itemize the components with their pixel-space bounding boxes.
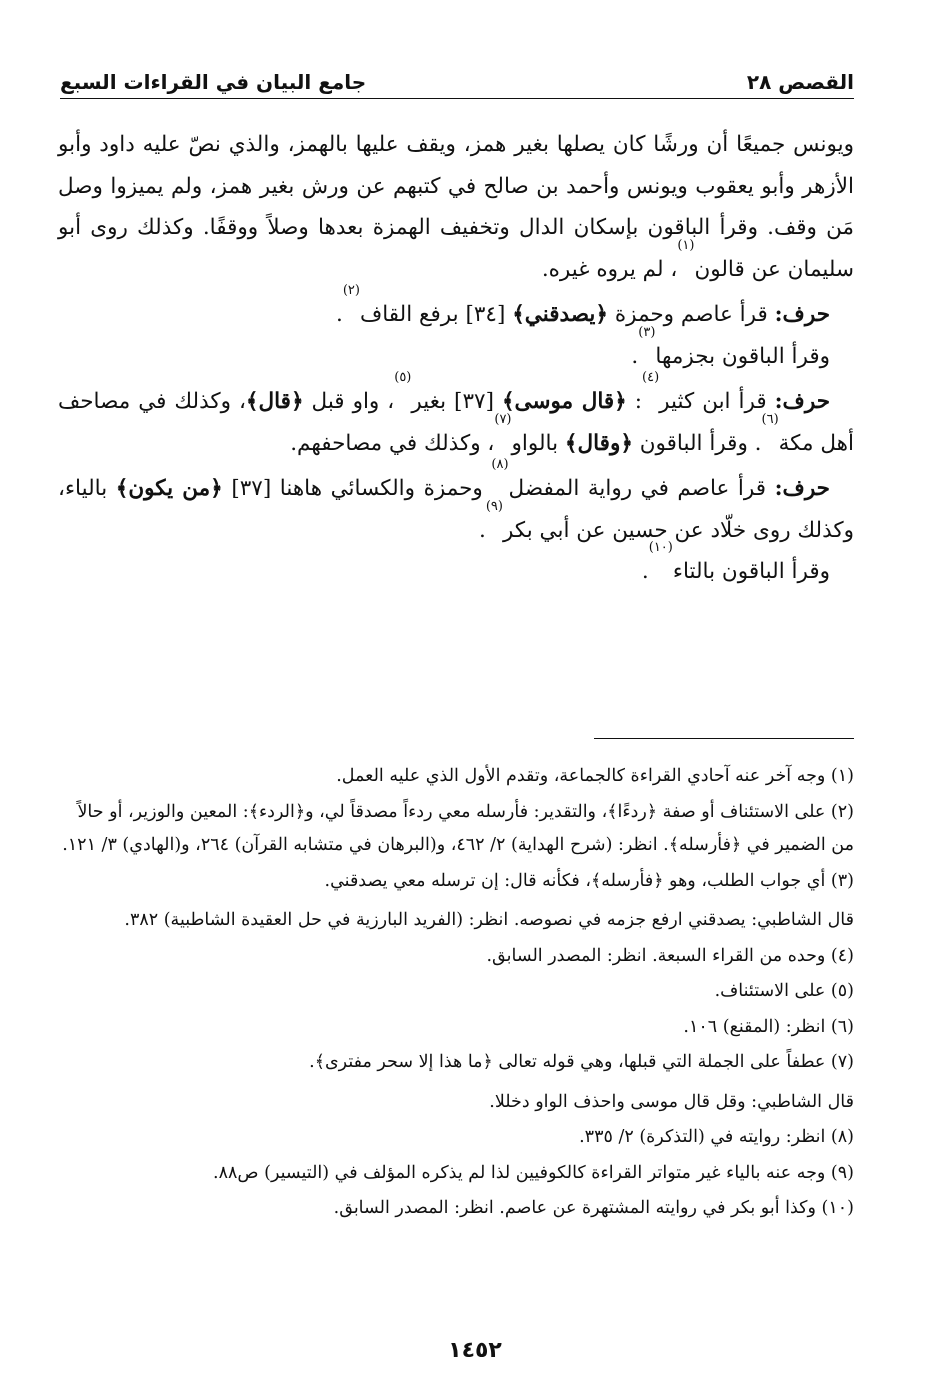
paragraph-1-end: ، لم يروه غيره. — [541, 256, 678, 282]
footnote-8: (٨) انظر: روايته في (التذكرة) ٢/ ٣٣٥. — [579, 1127, 854, 1147]
footnote-7-shatibi: قال الشاطبي: وقل قال موسى واحذف الواو دخللا. — [489, 1091, 854, 1112]
text-run: [٣٧] بغير — [411, 389, 502, 414]
footnote-3-shatibi: قال الشاطبي: يصدقني ارفع جزمه في نصوصه. انظر: (الفريد البارزية في حل العقيدة الشاطبية) ٣٨٢. — [124, 910, 854, 930]
harf-1-line-2 — [58, 324, 854, 378]
footnote-9: (٩) وجه عنه بالياء غير متواتر القراءة كالكوفيين لذا لم يذكره المؤلف في (التيسير) ص٨٨. — [213, 1162, 854, 1183]
harf-keyword: حرف: — [774, 389, 830, 414]
text-run: ، وكذلك في مصاحفهم. — [290, 430, 495, 456]
text-run: ، واو قبل — [303, 389, 395, 414]
footnote-5: (٥) على الاستئناف. — [714, 981, 854, 1001]
text-run: . وقرأ الباقون — [632, 430, 762, 456]
footnotes — [58, 760, 854, 1228]
text-run: قرأ عاصم وحمزة — [607, 302, 775, 327]
text-run: . — [479, 517, 486, 543]
harf-block-1 — [58, 283, 854, 377]
text-run: وقرأ الباقون بالتاء — [672, 559, 830, 584]
book-title: جامع البيان في القراءات السبع — [60, 70, 367, 94]
text-run: وقرأ الباقون بجزمها — [655, 343, 830, 369]
harf-keyword: حرف: — [774, 302, 830, 327]
text-run: . — [641, 559, 649, 584]
footnote-ref-9: (٩) — [485, 498, 503, 514]
text-run: : — [626, 389, 643, 414]
footnote-ref-6: (٦) — [761, 411, 779, 427]
footnote-ref-8: (٨) — [491, 457, 509, 472]
page-number: ١٤٥٢ — [448, 1338, 502, 1363]
footnote-ref-4: (٤) — [642, 370, 660, 385]
quran-word: ﴿من يكون﴾ — [115, 476, 223, 501]
footnote-ref-3: (٣) — [638, 324, 656, 340]
paragraph-1 — [58, 124, 854, 290]
quran-word: ﴿قال موسى﴾ — [501, 389, 627, 414]
footnote-ref-7: (٧) — [494, 411, 512, 427]
quran-word: ﴿قال﴾ — [245, 389, 304, 414]
harf-3-line-2 — [58, 540, 854, 593]
text-run: وحمزة والكسائي هاهنا [٣٧] — [222, 476, 492, 501]
footnote-10: (١٠) وكذا أبو بكر في روايته المشتهرة عن عاصم. انظر: المصدر السابق. — [333, 1198, 854, 1218]
text-run: [٣٤] برفع القاف — [359, 302, 513, 327]
footnote-6: (٦) انظر: (المقنع) ١٠٦. — [683, 1016, 854, 1037]
footnote-4: (٤) وحده من القراء السبعة. انظر: المصدر السابق. — [486, 945, 854, 966]
footnote-ref-10: (١٠) — [648, 540, 673, 555]
harf-1-line-1 — [58, 283, 854, 336]
running-header — [60, 62, 854, 99]
footnote-ref-1: (١) — [677, 237, 695, 253]
quran-word: ﴿وقال﴾ — [564, 430, 633, 456]
harf-2-text — [58, 370, 854, 464]
surah-label: القصص ٢٨ — [746, 70, 854, 94]
text-run: بالياء، وكذلك روى خلّاد عن حسين عن أبي بكر — [58, 476, 854, 543]
paragraph-1-text: ويونس جميعًا أن ورشًا كان يصلها بغير همز، ويقف عليها بالهمز، والذي نصّ عليه داود وأبو الأزهر وأبو يعقوب ويونس وأحمد بن صالح في كتبهم عن ورش بغير همز، ولم يميزوا وصل مَن وقف. وقرأ الباقون بإسكان الدال وتخفيف الهمزة بعدها وصلاً ووقفًا. وكذلك روى أبو سليمان عن قالون — [58, 132, 855, 282]
footnote-ref-2: (٢) — [342, 283, 360, 298]
quran-word: ﴿يصدقني﴾ — [512, 302, 608, 327]
text-run: بالواو — [511, 430, 565, 456]
footnote-7: (٧) عطفاً على الجملة التي قبلها، وهي قوله تعالى ﴿ما هذا إلا سحر مفترى﴾. — [309, 1052, 854, 1072]
text-run: . — [631, 343, 639, 369]
footnote-separator — [594, 738, 854, 739]
harf-keyword: حرف: — [774, 476, 830, 501]
footnote-2: (٢) على الاستئناف أو صفة ﴿ردءًا﴾، والتقدير: فأرسله معي ردءاً مصدقاً لي، و﴿الردء﴾: المعين والوزير، أو حالاً من الضمير في ﴿فأرسله﴾. انظر: (شرح الهداية) ٢/ ٤٦٢، و(البرهان في متشابه القرآن) ٢٦٤، و(الهادي) ٣/ ١٢١. — [62, 801, 854, 855]
text-run: قرأ ابن كثير — [659, 389, 775, 414]
harf-block-2 — [58, 370, 854, 464]
main-text — [58, 124, 854, 593]
harf-block-3 — [58, 457, 854, 593]
footnote-ref-5: (٥) — [394, 370, 412, 385]
footnote-1: (١) وجه آخر عنه آحادي القراءة كالجماعة، وتقدم الأول الذي عليه العمل. — [336, 766, 854, 786]
harf-3-line-1 — [58, 457, 854, 551]
text-run: قرأ عاصم في رواية المفضل — [508, 476, 775, 501]
footnote-3: (٣) أي جواب الطلب، وهو ﴿فأرسله﴾، فكأنه قال: إن ترسله معي يصدقني. — [324, 870, 854, 891]
text-run: ، وكذلك في مصاحف أهل مكة — [58, 389, 854, 456]
text-run: . — [335, 302, 343, 327]
